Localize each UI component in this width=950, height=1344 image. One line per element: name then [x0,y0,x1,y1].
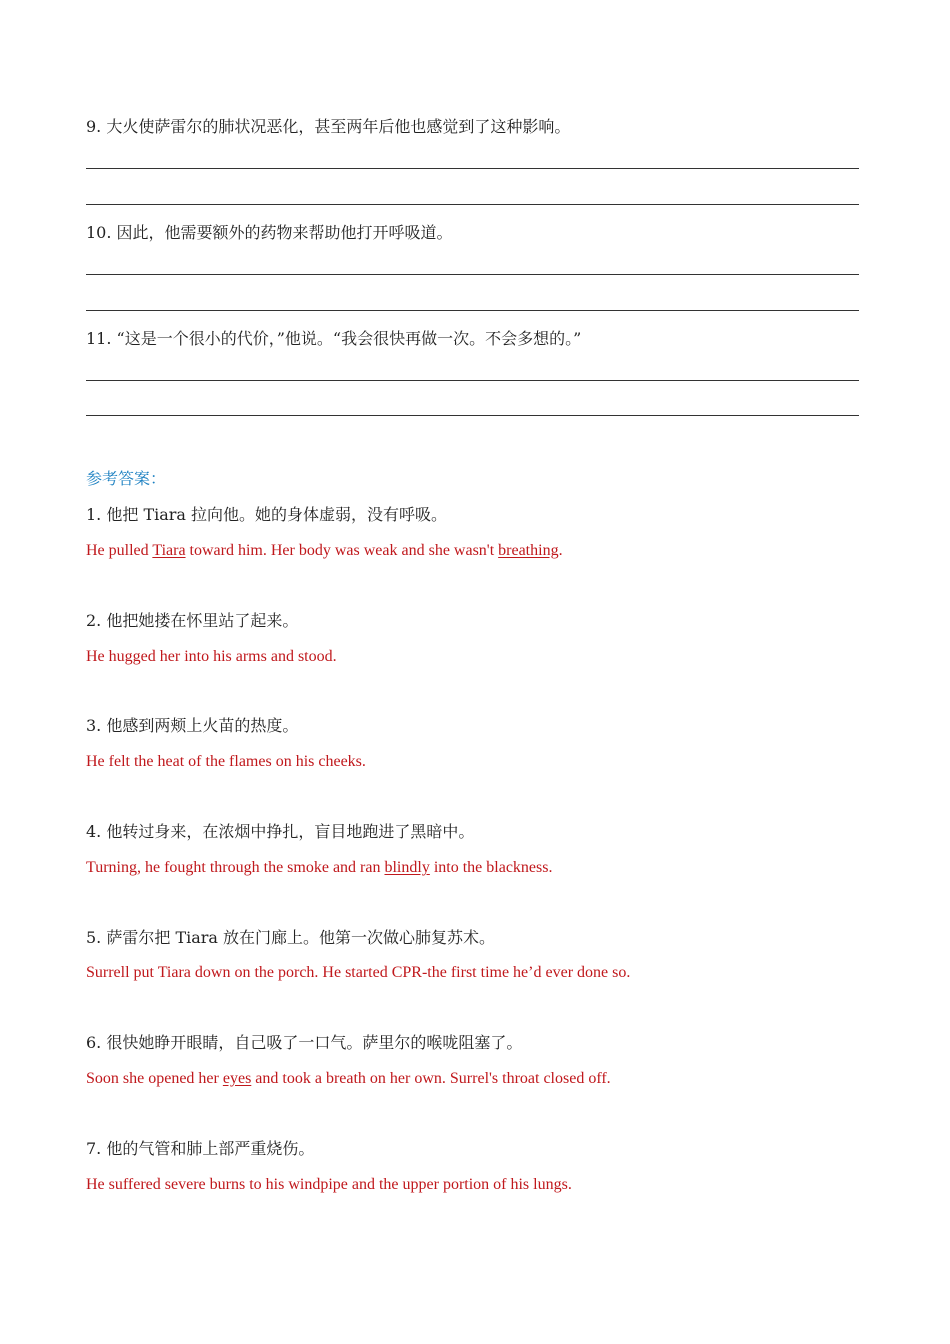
answer-5-english: Surrell put Tiara down on the porch. He started CPR-the first time he’d ever done so. [86,964,631,981]
answer-4-chinese: 4. 他转过身来，在浓烟中挣扎，盲目地跑进了黑暗中。 [86,822,475,841]
answer-6-english: Soon she opened her eyes and took a breath on her own. Surrel's throat closed off. [86,1070,611,1087]
question-11: 11. “这是一个很小的代价，”他说。“我会很快再做一次。不会多想的。” [86,329,582,348]
underlined-word: eyes [222,1070,252,1087]
answer-line[interactable] [86,310,859,311]
answer-7-english: He suffered severe burns to his windpipe and the upper portion of his lungs. [86,1176,572,1193]
answer-6-chinese: 6. 很快她睁开眼睛，自己吸了一口气。萨里尔的喉咙阻塞了。 [86,1033,523,1052]
answers-title: 参考答案： [86,469,167,488]
answer-3-chinese: 3. 他感到两颊上火苗的热度。 [86,716,299,735]
answer-4-english: Turning, he fought through the smoke and ran blindly into the blackness. [86,859,553,876]
answer-1-chinese: 1. 他把 Tiara 拉向他。她的身体虚弱，没有呼吸。 [86,505,448,524]
underlined-word: blindly [384,859,430,876]
underlined-word: breathing [498,542,559,559]
underlined-word: Tiara [152,542,186,559]
answer-5-chinese: 5. 萨雷尔把 Tiara 放在门廊上。他第一次做心肺复苏术。 [86,928,496,947]
answer-2-chinese: 2. 他把她搂在怀里站了起来。 [86,611,299,630]
answer-1-english: He pulled Tiara toward him. Her body was weak and she wasn't breathing. [86,542,563,559]
answer-line[interactable] [86,204,859,205]
answer-7-chinese: 7. 他的气管和肺上部严重烧伤。 [86,1139,315,1158]
answer-line[interactable] [86,168,859,169]
question-9: 9. 大火使萨雷尔的肺状况恶化，甚至两年后他也感觉到了这种影响。 [86,117,571,136]
answer-2-english: He hugged her into his arms and stood. [86,648,337,665]
answer-3-english: He felt the heat of the flames on his cheeks. [86,753,366,770]
answer-line[interactable] [86,274,859,275]
answer-line[interactable] [86,415,859,416]
question-10: 10. 因此，他需要额外的药物来帮助他打开呼吸道。 [86,223,453,242]
answer-line[interactable] [86,380,859,381]
